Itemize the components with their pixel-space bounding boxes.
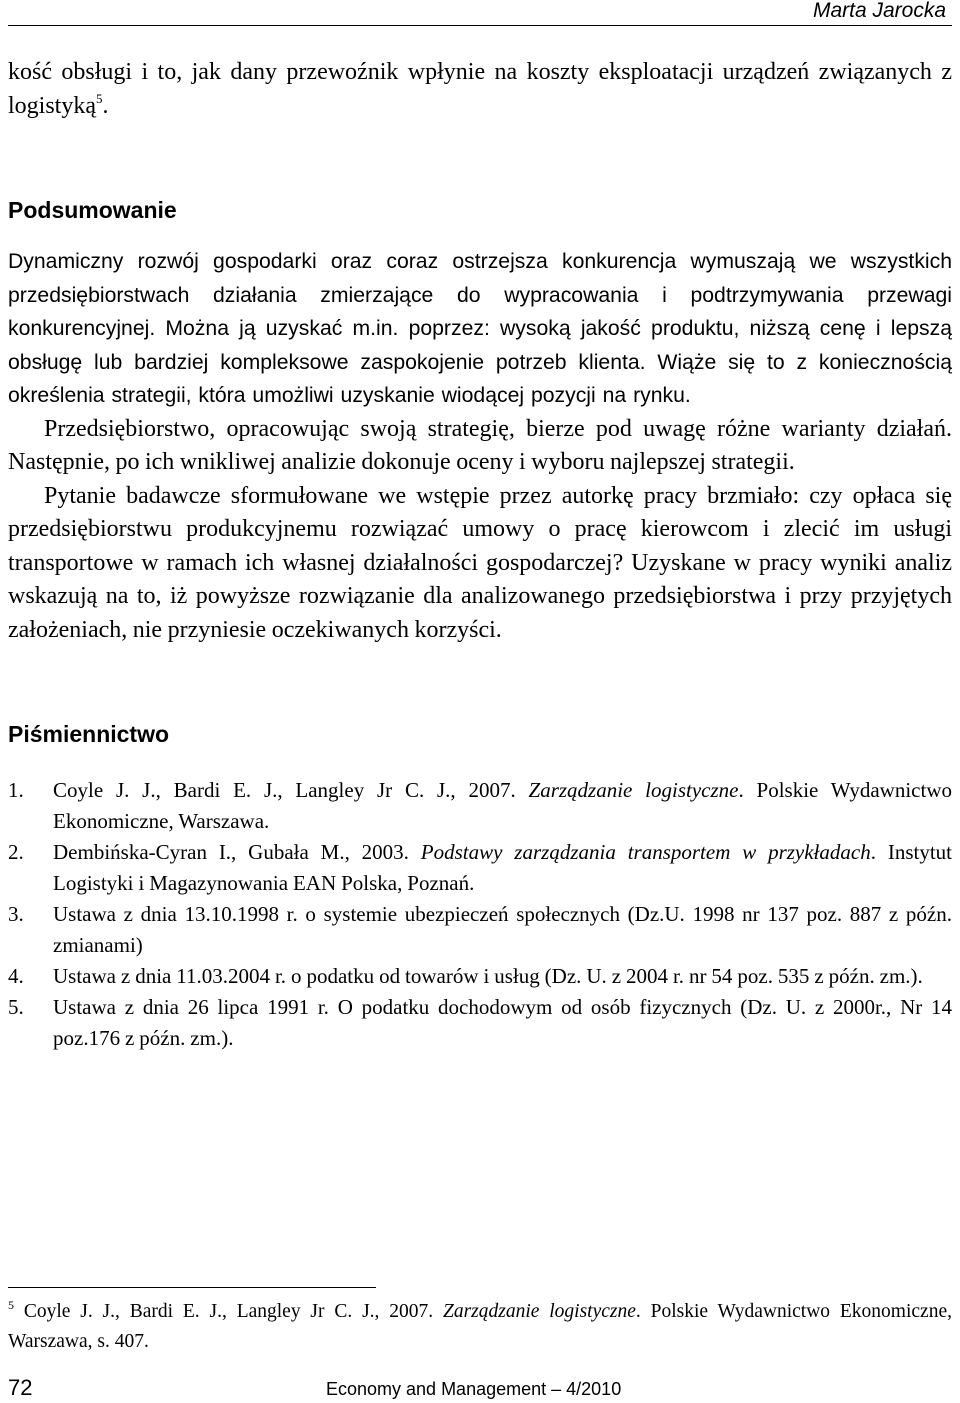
summary-paragraph-3: Pytanie badawcze sformułowane we wstępie przez autorkę pracy brzmiało: czy opłaca się przedsiębiorstwu produkcyjnemu rozwiązać umowy o pracę kierowcom i zlecić im usługi transportowe w ramach ich własnej działalności gospodarczej? Uzyskane w pracy wyniki analiz wskazują na to, iż powyższe rozwiązanie dla analizowanego przedsiębiorstwa i przy przyjętych założeniach, nie przyniesie oczekiwanych korzyści.: [8, 482, 952, 643]
page-number: 72: [8, 1375, 33, 1400]
running-header-author: Marta Jarocka: [812, 0, 946, 22]
footnote-reference[interactable]: 5: [96, 90, 103, 106]
reference-item: [8, 775, 952, 837]
footnote-publisher: . Polskie Wydawnictwo Ekonomiczne, Warszawa, s. 407.: [8, 1301, 952, 1352]
intro-end: .: [102, 92, 109, 119]
reference-text: Ustawa z dnia 26 lipca 1991 r. O podatku dochodowym od osób fizycznych (Dz. U. z 2000r., Nr 14 poz.176 z późn. zm.).: [53, 995, 952, 1050]
reference-number: 5.: [8, 995, 24, 1019]
footnote-separator: [8, 1287, 376, 1288]
reference-title: Podstawy zarządzania transportem w przykładach: [420, 840, 871, 864]
reference-number: 2.: [8, 840, 24, 864]
header-rule: [8, 25, 952, 26]
section-heading-summary: Podsumowanie: [8, 197, 177, 223]
reference-item: [8, 899, 952, 961]
reference-text: Ustawa z dnia 13.10.1998 r. o systemie ubezpieczeń społecznych (Dz.U. 1998 nr 137 poz. 887 z późn. zmianami): [53, 902, 952, 957]
reference-number: 4.: [8, 964, 24, 988]
reference-number: 1.: [8, 778, 24, 802]
reference-publisher: . Polskie Wydawnictwo Ekonomiczne, Warszawa.: [53, 778, 952, 833]
reference-text: Ustawa z dnia 11.03.2004 r. o podatku od towarów i usług (Dz. U. z 2004 r. nr 54 poz. 535 z późn. zm.).: [53, 964, 923, 988]
reference-publisher: . Instytut Logistyki i Magazynowania EAN Polska, Poznań.: [53, 840, 952, 895]
footnote: [8, 1297, 952, 1357]
intro-text: kość obsługi i to, jak dany przewoźnik wpłynie na koszty eksploatacji urządzeń związanych z logistyką: [8, 59, 952, 119]
footnote-title: Zarządzanie logistyczne: [442, 1301, 636, 1322]
summary-paragraph-2: Przedsiębiorstwo, opracowując swoją strategię, bierze pod uwagę różne warianty działań. Następnie, po ich wnikliwej analizie dokonuje oceny i wyboru najlepszej strategii.: [8, 415, 952, 475]
footnote-mark: 5: [8, 1298, 14, 1312]
summary-paragraph-1: Dynamiczny rozwój gospodarki oraz coraz ostrzejsza konkurencja wymuszają we wszystkich przedsiębiorstwach działania zmierzające do wypracowania i podtrzymywania przewagi konkurencyjnej. Można ją uzyskać m.in. poprzez: wysoką jakość produktu, niższą cenę i lepszą obsługę lub bardziej kompleksowe zaspokojenie potrzeb klienta. Wiąże się to z koniecznością określenia strategii, która umożliwi uzyskanie wiodącej pozycji na rynku.: [8, 250, 952, 407]
reference-authors: Dembińska-Cyran I., Gubała M., 2003.: [53, 840, 421, 864]
reference-authors: Coyle J. J., Bardi E. J., Langley Jr C. J., 2007.: [53, 778, 529, 802]
reference-item: [8, 961, 952, 992]
intro-paragraph: [8, 56, 952, 123]
reference-item: [8, 837, 952, 899]
footnote-authors: Coyle J. J., Bardi E. J., Langley Jr C. J., 2007.: [14, 1301, 443, 1322]
section-heading-references: Piśmiennictwo: [8, 721, 170, 747]
reference-item: [8, 992, 952, 1054]
journal-name: Economy and Management – 4/2010: [326, 1379, 622, 1399]
references-list: [8, 775, 952, 1054]
page-footer: [8, 1375, 622, 1401]
reference-number: 3.: [8, 902, 24, 926]
reference-title: Zarządzanie logistyczne: [528, 778, 739, 802]
page-content: [8, 56, 952, 1054]
